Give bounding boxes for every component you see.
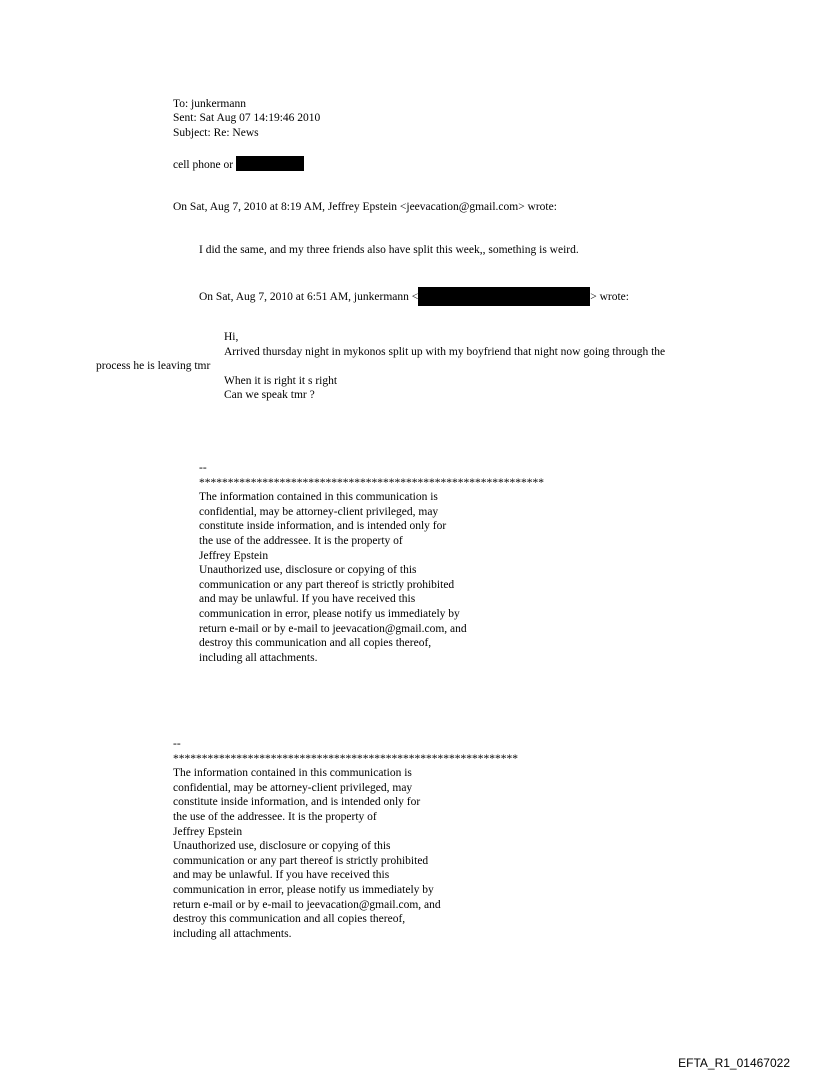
quote2-line2: When it is right it s right xyxy=(224,375,338,387)
quote2-line3: Can we speak tmr ? xyxy=(224,389,315,401)
disclaimer-line: communication in error, please notify us immediately by xyxy=(199,607,460,620)
email-sent: Sent: Sat Aug 07 14:19:46 2010 xyxy=(173,112,321,124)
disclaimer-outer xyxy=(173,737,518,941)
quote2-line1: Arrived thursday night in mykonos split up with my boyfriend that night now going through the xyxy=(224,346,666,358)
quote2-greeting: Hi, xyxy=(224,331,239,343)
disclaimer-line: Jeffrey Epstein xyxy=(199,549,269,562)
disclaimer-line: confidential, may be attorney-client privileged, may xyxy=(199,505,439,518)
disclaimer-line: confidential, may be attorney-client privileged, may xyxy=(173,781,413,794)
disclaimer-line: Jeffrey Epstein xyxy=(173,825,243,838)
quote1-body: I did the same, and my three friends also have split this week,, something is weird. xyxy=(199,244,579,256)
quote2-attribution xyxy=(199,287,629,306)
email-subject: Subject: Re: News xyxy=(173,127,259,139)
quote1-attribution: On Sat, Aug 7, 2010 at 8:19 AM, Jeffrey Epstein <jeevacation@gmail.com> wrote: xyxy=(173,201,557,213)
signature-dashes: -- xyxy=(199,462,207,474)
disclaimer-line: destroy this communication and all copies thereof, xyxy=(199,637,432,650)
email-to: To: junkermann xyxy=(173,98,246,110)
disclaimer-line: return e-mail or by e-mail to jeevacation@gmail.com, and xyxy=(199,622,467,635)
disclaimer-line: Unauthorized use, disclosure or copying of this xyxy=(173,840,391,853)
quote2-line1-wrap: process he is leaving tmr xyxy=(96,360,211,372)
redaction-box xyxy=(236,156,304,171)
disclaimer-line: including all attachments. xyxy=(173,927,292,940)
disclaimer-line: constitute inside information, and is intended only for xyxy=(173,796,421,809)
reply-text: cell phone or xyxy=(173,159,234,171)
disclaimer-line: communication or any part thereof is strictly prohibited xyxy=(199,578,455,591)
disclaimer-line: constitute inside information, and is intended only for xyxy=(199,520,447,533)
disclaimer-line: destroy this communication and all copies thereof, xyxy=(173,913,406,926)
signature-stars: ************************************************************ xyxy=(173,752,518,765)
redaction-box xyxy=(418,287,590,306)
disclaimer-line: communication in error, please notify us immediately by xyxy=(173,883,434,896)
disclaimer-inner xyxy=(199,461,544,665)
disclaimer-line: and may be unlawful. If you have received this xyxy=(199,593,416,606)
quote2-attribution-post: > wrote: xyxy=(590,291,629,303)
disclaimer-line: communication or any part thereof is strictly prohibited xyxy=(173,854,429,867)
document-id: EFTA_R1_01467022 xyxy=(678,1056,790,1070)
signature-dashes: -- xyxy=(173,738,181,750)
disclaimer-line: The information contained in this communication is xyxy=(199,491,438,504)
disclaimer-line: and may be unlawful. If you have received this xyxy=(173,869,390,882)
reply-line xyxy=(173,156,304,173)
disclaimer-line: the use of the addressee. It is the property of xyxy=(173,810,377,823)
disclaimer-line: including all attachments. xyxy=(199,651,318,664)
disclaimer-line: The information contained in this communication is xyxy=(173,767,412,780)
disclaimer-line: Unauthorized use, disclosure or copying of this xyxy=(199,564,417,577)
disclaimer-line: return e-mail or by e-mail to jeevacation@gmail.com, and xyxy=(173,898,441,911)
disclaimer-line: the use of the addressee. It is the property of xyxy=(199,534,403,547)
signature-stars: ************************************************************ xyxy=(199,476,544,489)
quote2-attribution-pre: On Sat, Aug 7, 2010 at 6:51 AM, junkermann < xyxy=(199,291,419,303)
